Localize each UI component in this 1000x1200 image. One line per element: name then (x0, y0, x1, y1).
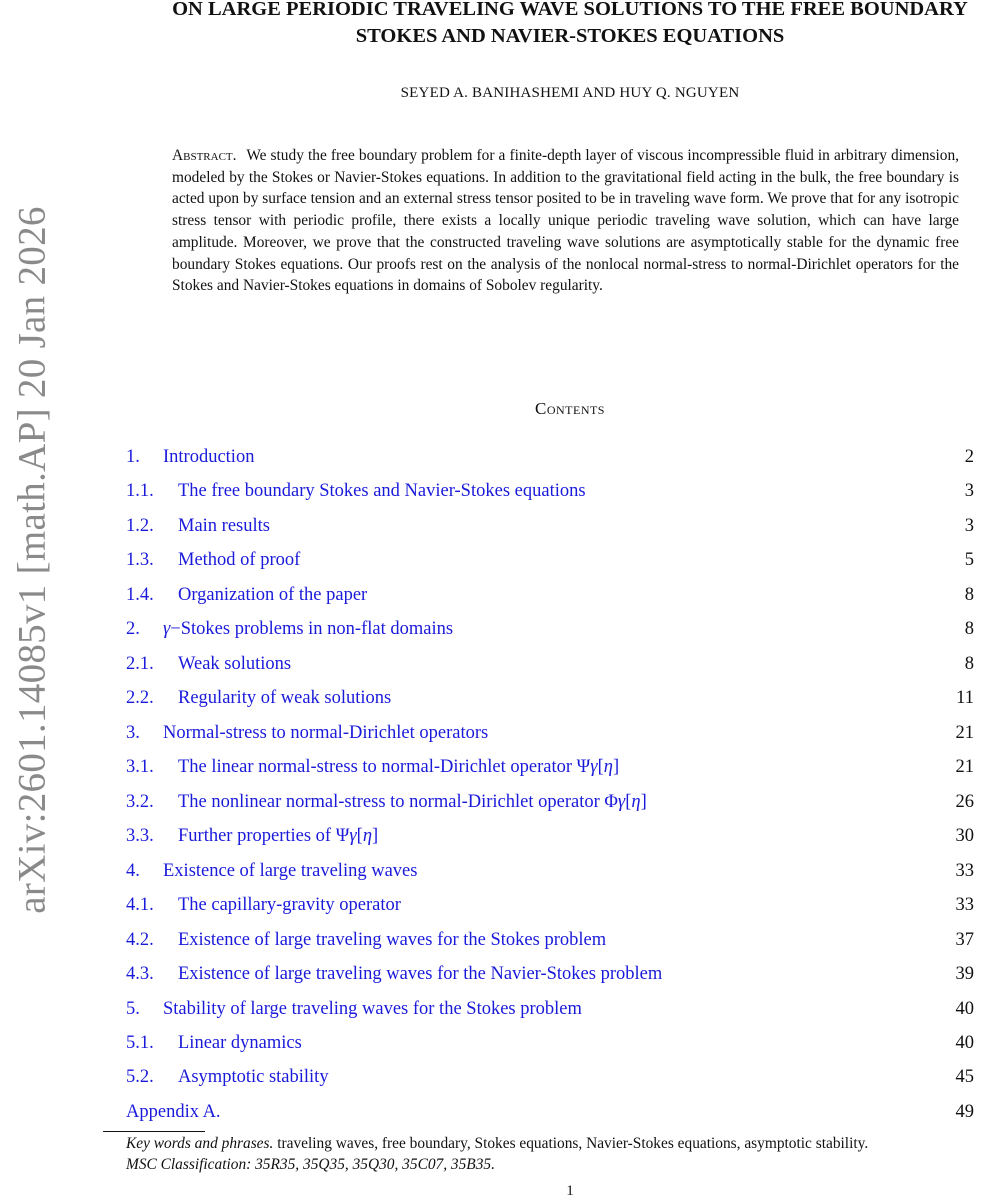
toc-entry-page: 21 (955, 722, 974, 743)
toc-entry-link[interactable]: The linear normal-stress to normal-Dirichlet operator Ψγ[η] (178, 757, 620, 778)
toc-entry-link[interactable]: The capillary-gravity operator (178, 895, 401, 916)
toc-entry (126, 443, 974, 477)
toc-entry-page: 26 (955, 791, 974, 812)
paper-title (120, 0, 1000, 50)
toc-entry-link[interactable]: γ−Stokes problems in non-flat domains (163, 619, 454, 640)
abstract (172, 145, 959, 297)
toc-entry-page: 11 (956, 688, 974, 709)
toc-entry (126, 1063, 974, 1097)
toc-entry-number[interactable]: 3.3. (126, 826, 154, 847)
toc-entry-page: 45 (955, 1067, 974, 1088)
toc-entry-page: 2 (964, 447, 974, 467)
contents-heading: Contents (534, 399, 605, 418)
toc-entry-page: 3 (964, 481, 974, 502)
toc-entry-link[interactable]: Normal-stress to normal-Dirichlet operators (163, 722, 489, 743)
toc-entry-link[interactable]: Weak solutions (178, 653, 292, 674)
toc-entry-link[interactable]: Existence of large traveling waves (163, 860, 418, 881)
msc-classification: MSC Classification: 35R35, 35Q35, 35Q30, 35C07, 35B35. (126, 1156, 495, 1173)
footnote (126, 1133, 986, 1175)
toc-entry (126, 581, 974, 615)
toc-entry-link[interactable]: The nonlinear normal-stress to normal-Dirichlet operator Φγ[η] (178, 791, 647, 812)
toc-entry-number[interactable]: 5. (126, 998, 140, 1019)
toc-entry (126, 615, 974, 649)
toc-entry-number[interactable]: 5.2. (126, 1067, 154, 1088)
title-line-2: STOKES AND NAVIER-STOKES EQUATIONS (355, 25, 785, 47)
authors: SEYED A. BANIHASHEMI AND HUY Q. NGUYEN (400, 85, 740, 101)
toc-entry-page: 33 (955, 860, 974, 881)
toc-entry (126, 477, 974, 511)
toc-entry-number[interactable]: 4.3. (126, 964, 154, 985)
toc-entry-number[interactable]: 4.2. (126, 929, 154, 950)
toc-entry-page: 30 (955, 826, 974, 847)
toc-entry-number[interactable]: 4.1. (126, 895, 154, 916)
toc-entry-link[interactable]: Organization of the paper (178, 584, 368, 605)
toc-entry-link[interactable]: Method of proof (178, 550, 301, 571)
toc-entry-page: 5 (964, 550, 974, 571)
toc-entry-page: 40 (955, 998, 974, 1019)
title-line-1: ON LARGE PERIODIC TRAVELING WAVE SOLUTIONS TO THE FREE BOUNDARY (172, 0, 968, 20)
toc-entry-number[interactable]: 2.1. (126, 653, 154, 674)
toc-entry-number[interactable]: 1.2. (126, 515, 154, 536)
toc-entry-page: 8 (964, 584, 974, 605)
toc-entry (126, 719, 974, 753)
toc-entry-page: 21 (955, 757, 974, 778)
toc-entry (126, 1029, 974, 1063)
toc-entry-number[interactable]: 3.1. (126, 757, 154, 778)
toc-entry (126, 512, 974, 546)
toc-entry-number[interactable]: 3.2. (126, 791, 154, 812)
toc-entry-page: 3 (964, 515, 974, 536)
abstract-heading: Abstract. (172, 147, 237, 164)
toc-entry (126, 891, 974, 925)
toc-entry-number[interactable]: 5.1. (126, 1032, 154, 1053)
toc-entry-number[interactable]: 2. (126, 619, 140, 640)
toc-entry-page: 49 (955, 1101, 974, 1122)
toc-entry (126, 995, 974, 1029)
toc-entry (126, 857, 974, 891)
toc-entry-link[interactable]: The free boundary Stokes and Navier-Stokes equations (178, 481, 586, 502)
toc-entry-number[interactable]: 2.2. (126, 688, 154, 709)
toc-entry-number[interactable]: 1.3. (126, 550, 154, 571)
toc-entry (126, 788, 974, 822)
toc-entry-page: 37 (955, 929, 974, 950)
toc-entry-number[interactable]: 4. (126, 860, 140, 881)
toc-entry-link[interactable]: Stability of large traveling waves for the Stokes problem (163, 998, 582, 1019)
page-number: 1 (566, 1183, 574, 1199)
toc-entry-link[interactable]: Regularity of weak solutions (178, 688, 392, 709)
abstract-text: We study the free boundary problem for a finite-depth layer of viscous incompressible fluid in arbitrary dimension, modeled by the Stokes or Navier-Stokes equations. In addition to the gravitational field acting in the bulk, the free boundary is acted upon by surface tension and an external stress tensor posited to be in traveling wave form. We prove that for any isotropic stress tensor with periodic profile, there exists a locally unique periodic traveling wave solution, which can have large amplitude. Moreover, we prove that the constructed traveling wave solutions are asymptotically stable for the dynamic free boundary Stokes equations. Our proofs rest on the analysis of the nonlocal normal-stress to normal-Dirichlet operators for the Stokes and Navier-Stokes equations in domains of Sobolev regularity. (172, 147, 959, 295)
toc-entry (126, 546, 974, 580)
arxiv-identifier: arXiv:2601.14085v1 [math.AP] 20 Jan 2026 (10, 206, 54, 914)
toc-entry (126, 822, 974, 856)
toc-entry-link[interactable]: Existence of large traveling waves for the Stokes problem (178, 929, 607, 950)
toc-entry (126, 1098, 974, 1132)
toc-entry-link[interactable]: Asymptotic stability (178, 1067, 329, 1088)
arxiv-sidebar (0, 0, 60, 1200)
toc-entry-page: 40 (955, 1032, 974, 1053)
toc-entry-link[interactable]: Appendix A. (126, 1101, 221, 1122)
toc-entry (126, 753, 974, 787)
toc-entry (126, 926, 974, 960)
keywords: traveling waves, free boundary, Stokes equations, Navier-Stokes equations, asymptotic stability. (277, 1135, 869, 1152)
toc-entry (126, 650, 974, 684)
toc-entry-link[interactable]: Existence of large traveling waves for the Navier-Stokes problem (178, 964, 663, 985)
toc-entry-link[interactable]: Linear dynamics (178, 1032, 302, 1053)
toc-entry-number[interactable]: 1.4. (126, 584, 154, 605)
toc-entry-link[interactable]: Introduction (163, 447, 255, 467)
toc-entry (126, 960, 974, 994)
toc-entry-page: 39 (955, 964, 974, 985)
table-of-contents (126, 443, 974, 1132)
footnote-divider (103, 1131, 205, 1132)
toc-entry-page: 8 (964, 619, 974, 640)
toc-entry-number[interactable]: 1. (126, 447, 140, 467)
toc-entry-number[interactable]: 3. (126, 722, 140, 743)
toc-entry-link[interactable]: Main results (178, 515, 270, 536)
toc-entry-page: 8 (964, 653, 974, 674)
toc-entry (126, 684, 974, 718)
toc-entry-link[interactable]: Further properties of Ψγ[η] (178, 826, 379, 847)
toc-entry-number[interactable]: 1.1. (126, 481, 154, 502)
keywords-label: Key words and phrases. (126, 1135, 274, 1152)
toc-entry-page: 33 (955, 895, 974, 916)
